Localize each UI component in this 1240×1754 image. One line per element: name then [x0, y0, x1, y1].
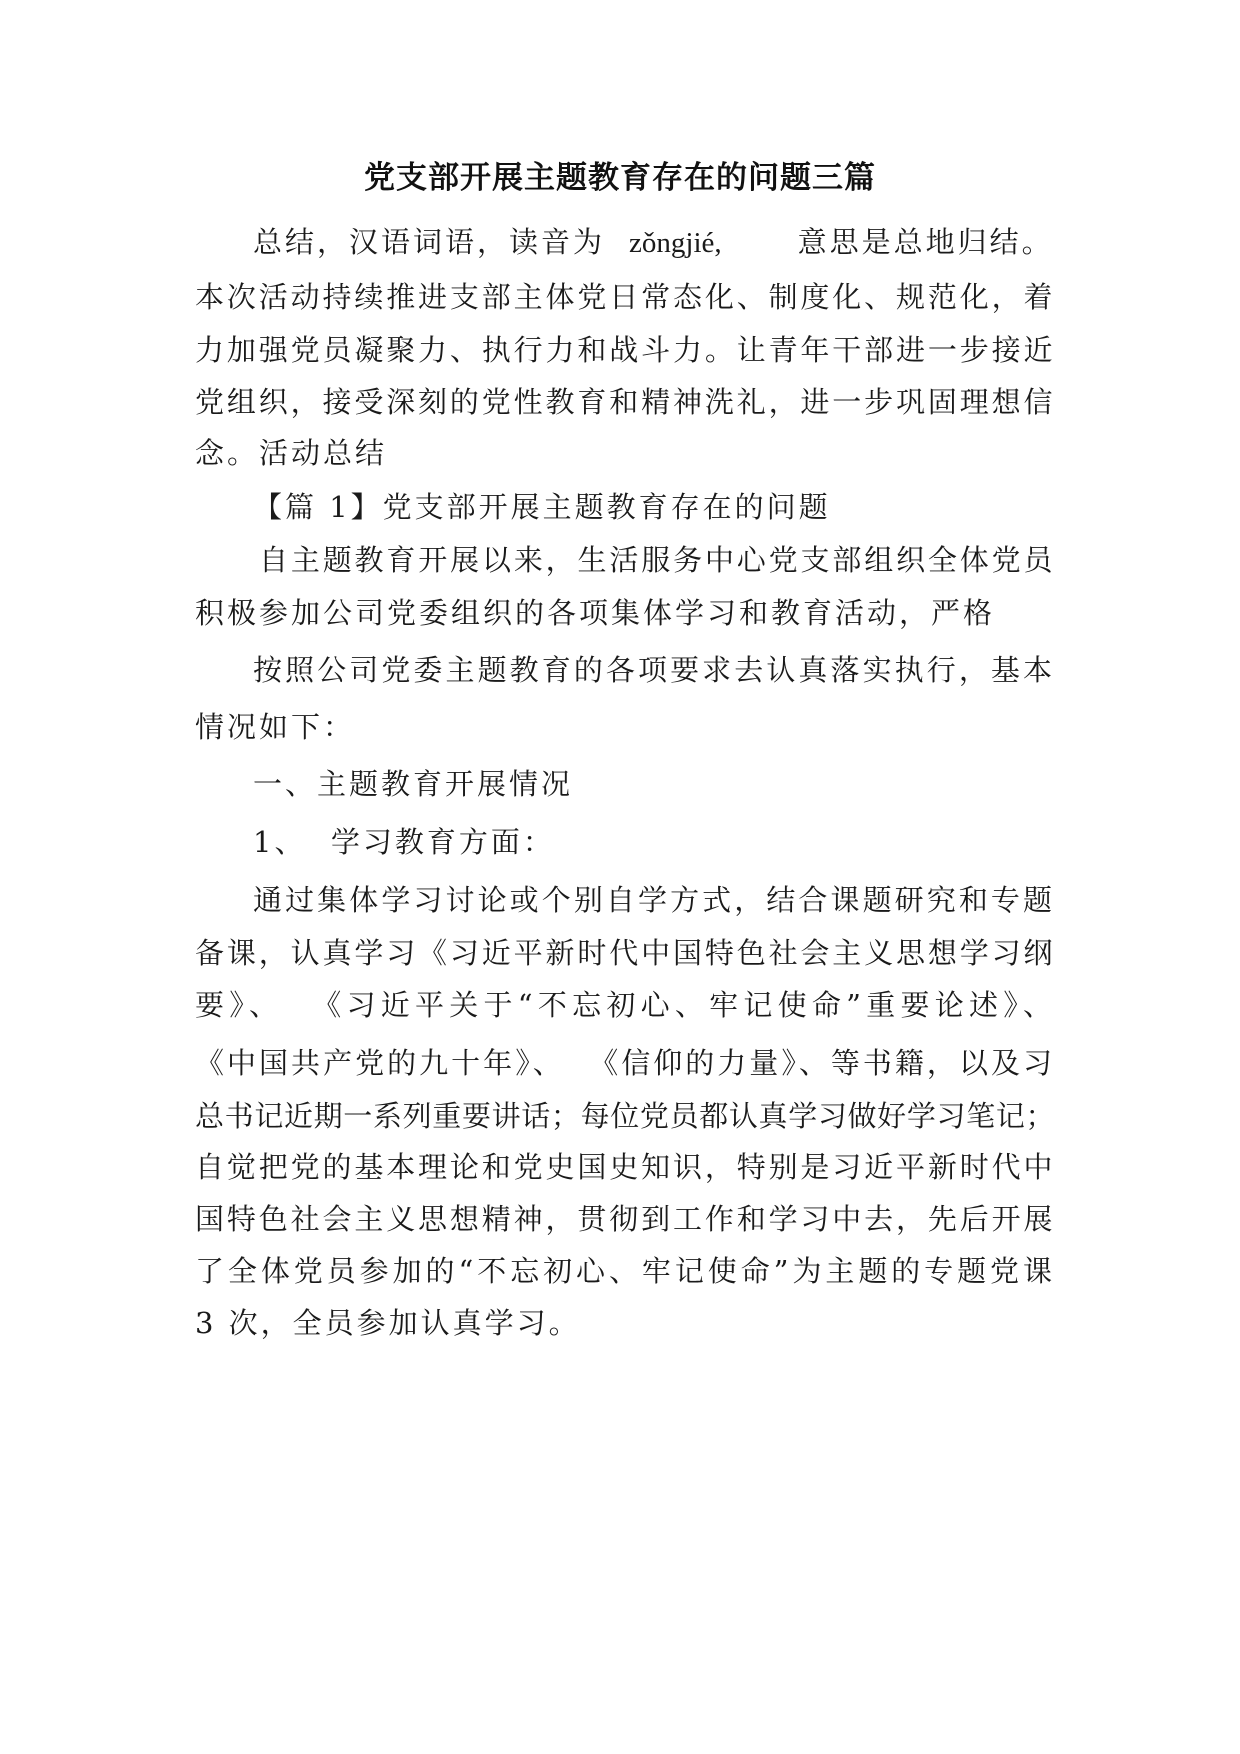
intro-text-b: 意思是总地归结。 [797, 225, 1054, 259]
para1-line-1: 自主题教育开展以来，生活服务中心党支部组织全体党员 [259, 543, 1055, 577]
intro-line-1 [253, 222, 1055, 263]
intro-line-3: 力加强党员凝聚力、执行力和战斗力。让青年干部进一步接近 [195, 333, 1055, 367]
document-title: 党支部开展主题教育存在的问题三篇 [364, 160, 876, 196]
para3-line-8: 了全体党员参加的“不忘初心、牢记使命”为主题的专题党课 [195, 1254, 1055, 1288]
para1-line-2: 积极参加公司党委组织的各项集体学习和教育活动，严格 [195, 596, 996, 630]
intro-line-5: 念。活动总结 [195, 436, 388, 470]
intro-text-a: 总结，汉语词语，读音为 [253, 225, 606, 259]
intro-pinyin: zǒngjié, [629, 227, 722, 259]
intro-line-2: 本次活动持续推进支部主体党日常态化、制度化、规范化，着 [195, 280, 1055, 314]
para3-line-6: 自觉把党的基本理论和党史国史知识，特别是习近平新时代中 [195, 1150, 1055, 1184]
para2-line-1: 按照公司党委主题教育的各项要求去认真落实执行，基本 [253, 653, 1055, 687]
para3-line-9: 3 次，全员参加认真学习。 [195, 1306, 581, 1340]
para3-line-5: 总书记近期一系列重要讲话；每位党员都认真学习做好学习笔记； [195, 1099, 1055, 1133]
para3-line-1: 通过集体学习讨论或个别自学方式，结合课题研究和专题 [253, 883, 1055, 917]
para3-line-4: 《中国共产党的九十年》、 《信仰的力量》、等书籍，以及习 [195, 1046, 1055, 1080]
intro-line-4: 党组织，接受深刻的党性教育和精神洗礼，进一步巩固理想信 [195, 385, 1055, 419]
para3-line-3: 要》、 《习近平关于“不忘初心、牢记使命”重要论述》、 [195, 988, 1055, 1022]
para3-line-2: 备课，认真学习《习近平新时代中国特色社会主义思想学习纲 [195, 936, 1055, 970]
para3-line-7: 国特色社会主义思想精神，贯彻到工作和学习中去，先后开展 [195, 1202, 1055, 1236]
para2-line-2: 情况如下： [195, 710, 356, 744]
heading-main-section: 一、主题教育开展情况 [253, 767, 574, 801]
heading-subsection: 1、 学习教育方面： [253, 825, 555, 859]
section-heading: 【篇 1】党支部开展主题教育存在的问题 [253, 490, 831, 524]
